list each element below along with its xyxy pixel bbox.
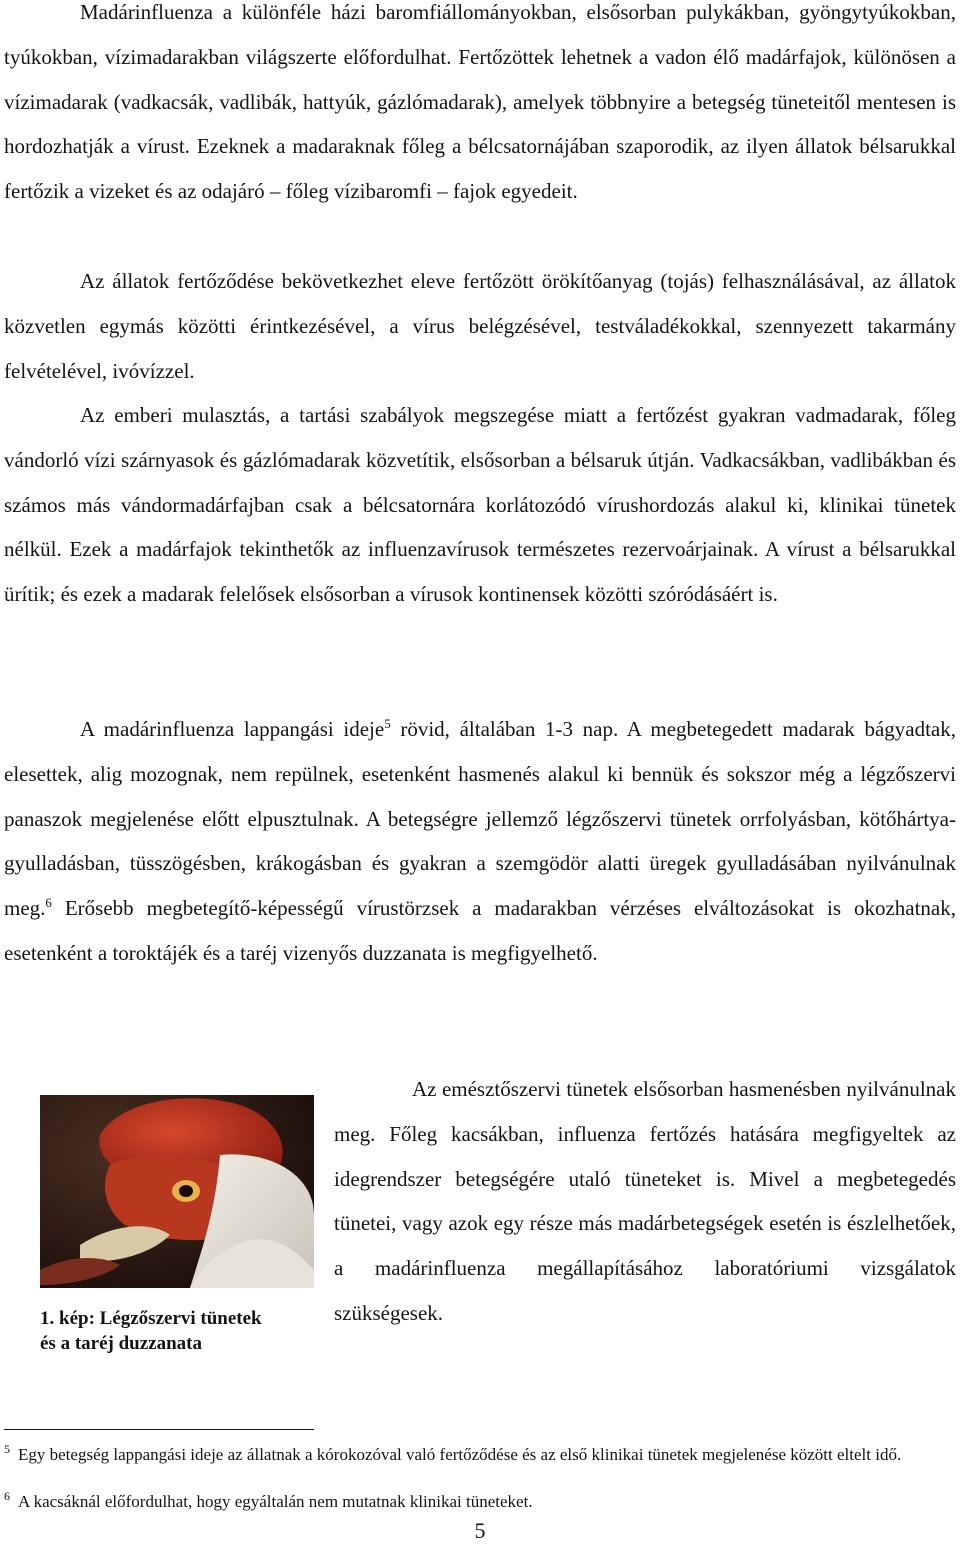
paragraph-wild-birds: Madárinfluenza a különféle házi baromfiállományokban, elsősorban pulykákban, gyöngytyúkokban, tyúkokban, vízimadarakban világszerte előfordulhat. Fertőzöttek lehetnek a vadon élő madárfajok, különösen a vízimadarak (vadkacsák, vadlibák, hattyúk, gázlómadarak), amelyek többnyire a betegség tüneteitől mentesen is hordozhatják a vírust. Ezeknek a madaraknak főleg a bélcsatornájában szaporodik, az ilyen állatok bélsarukkal fertőzik a vizeket és az odajáró – főleg vízibaromfi – fajok egyedeit. bbox=[4, 0, 956, 204]
footnote-ref-6[interactable]: 6 bbox=[45, 895, 52, 911]
chicken-head-illustration bbox=[40, 1095, 314, 1288]
footnote-6 bbox=[4, 1490, 956, 1513]
paragraph-incubation-symptoms bbox=[4, 707, 956, 976]
page-number: 5 bbox=[474, 1518, 486, 1543]
footnote-mark: 6 bbox=[4, 1489, 10, 1504]
footnote-text: A kacsáknál előfordulhat, hogy egyáltalán nem mutatnak klinikai tüneteket. bbox=[18, 1492, 533, 1511]
caption-line: 1. kép: Légzőszervi tünetek bbox=[40, 1308, 262, 1329]
footnote-text: Egy betegség lappangási ideje az állatnak a kórokozóval való fertőződése és az első klinikai tünetek megjelenése között eltelt idő. bbox=[18, 1445, 902, 1464]
figure-caption bbox=[40, 1306, 330, 1356]
footnote-separator bbox=[4, 1429, 314, 1430]
paragraph-infection-routes: Az állatok fertőződése bekövetkezhet eleve fertőzött örökítőanyag (tojás) felhasználásával, az állatok közvetlen egymás közötti érintkezésével, a vírus belégzésével, testváladékokkal, szennyezett takarmány felvételével, ivóvízzel. bbox=[4, 269, 956, 383]
paragraph-text-part: rövid, általában 1-3 nap. A megbetegedett madarak bágyadtak, elesettek, alig mozognak, nem repülnek, esetenként hasmenés alakul ki bennük és sokszor még a légzőszervi panaszok megjelenése előtt elpusztulnak. A betegségre jellemző légzőszervi tünetek orrfolyásban, kötőhártya-gyulladásban, tüsszögésben, krákogásban és gyakran a szemgödör alatti üregek gyulladásában nyilvánulnak meg. bbox=[4, 717, 956, 921]
footnote-mark: 5 bbox=[4, 1442, 10, 1457]
footnote-5 bbox=[4, 1443, 956, 1466]
footnote-ref-5[interactable]: 5 bbox=[384, 716, 391, 731]
paragraph-text-part: A madárinfluenza lappangási ideje bbox=[80, 717, 385, 741]
caption-line: és a taréj duzzanata bbox=[40, 1333, 202, 1354]
paragraph-human-negligence: Az emberi mulasztás, a tartási szabályok megszegése miatt a fertőzést gyakran vadmadarak, főleg vándorló vízi szárnyasok és gázlómadarak közvetítik, elsősorban a bélsaruk útján. Vadkacsákban, vadlibákban és számos más vándormadárfajban csak a bélcsatornára korlátozódó vírushordozás alakul ki, klinikai tünetek nélkül. Ezek a madárfajok tekinthetők az influenzavírusok természetes rezervoárjainak. A vírust a bélsarukkal ürítik; és ezek a madarak felelősek elsősorban a vírusok kontinensek közötti szóródásáért is. bbox=[4, 403, 956, 607]
chicken-photo bbox=[40, 1095, 314, 1288]
paragraph-digestive-symptoms: Az emésztőszervi tünetek elsősorban hasmenésben nyilvánulnak meg. Főleg kacsákban, influenza fertőzés hatására megfigyeltek az idegrendszer betegségére utaló tüneteket is. Mivel a megbetegedés tünetei, vagy azok egy része más madárbetegségek esetén is észlelhetőek, a madárinfluenza megállapításához laboratóriumi vizsgálatok szükségesek. bbox=[334, 1077, 956, 1325]
paragraph-text-part: Erősebb megbetegítő-képességű vírustörzsek a madarakban vérzéses elváltozásokat is okozhatnak, esetenként a toroktájék és a taréj vizenyős duzzanata is megfigyelhető. bbox=[4, 896, 956, 965]
